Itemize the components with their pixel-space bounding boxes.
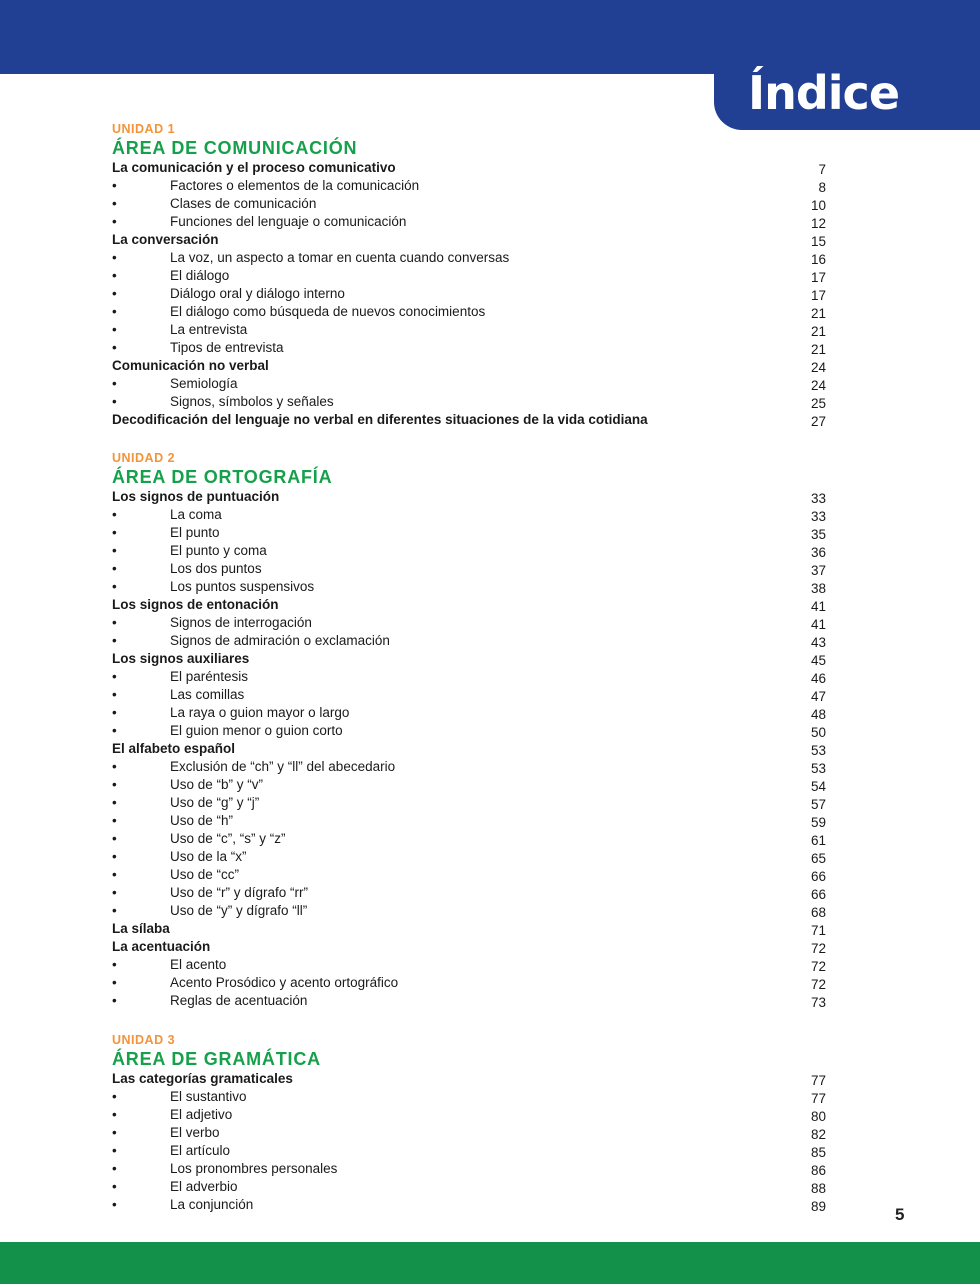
toc-entry-title: El adjetivo — [170, 1107, 233, 1122]
toc-entry-title: El artículo — [170, 1143, 231, 1158]
toc-entry-title: Decodificación del lenguaje no verbal en diferentes situaciones de la vida cotidiana — [112, 412, 648, 427]
toc-entry — [112, 506, 826, 524]
toc-entry-title: Semiología — [170, 376, 238, 391]
toc-entry — [112, 1070, 826, 1088]
toc-entry-page: 85 — [810, 1145, 826, 1160]
toc-entry-page: 66 — [810, 887, 826, 902]
toc-entry-page: 59 — [810, 815, 826, 830]
toc-entry-title: Los signos auxiliares — [112, 651, 250, 666]
toc-entry-page: 12 — [810, 216, 826, 231]
toc-entry-page: 21 — [810, 324, 826, 339]
bullet-icon: • — [112, 304, 117, 319]
toc-entry-title: El guion menor o guion corto — [170, 723, 343, 738]
toc-entry-title: El diálogo — [170, 268, 230, 283]
bullet-icon: • — [112, 669, 117, 684]
toc-entry-title: El paréntesis — [170, 669, 249, 684]
toc-entry-page: 50 — [810, 725, 826, 740]
toc-entry-title: Uso de “b” y “v” — [170, 777, 264, 792]
toc-entry — [112, 920, 826, 938]
toc-entry-page: 37 — [810, 563, 826, 578]
bullet-icon: • — [112, 543, 117, 558]
bullet-icon: • — [112, 957, 117, 972]
bullet-icon: • — [112, 777, 117, 792]
bullet-icon: • — [112, 394, 117, 409]
toc-entry-page: 82 — [810, 1127, 826, 1142]
toc-entry — [112, 884, 826, 902]
toc-entry — [112, 357, 826, 375]
toc-entry-page: 65 — [810, 851, 826, 866]
bullet-icon: • — [112, 1089, 117, 1104]
toc-entry-title: Los pronombres personales — [170, 1161, 338, 1176]
toc-entry — [112, 776, 826, 794]
toc-entry — [112, 1196, 826, 1214]
bullet-icon: • — [112, 1125, 117, 1140]
toc-entry-page: 71 — [810, 923, 826, 938]
toc-entry-title: Uso de “y” y dígrafo “ll” — [170, 903, 308, 918]
toc-entry-page: 46 — [810, 671, 826, 686]
toc-entry-page: 77 — [810, 1091, 826, 1106]
toc-entry-page: 61 — [810, 833, 826, 848]
bullet-icon: • — [112, 903, 117, 918]
toc-entry-page: 27 — [810, 414, 826, 429]
toc-entry-page: 41 — [810, 617, 826, 632]
toc-entry-title: La sílaba — [112, 921, 170, 936]
toc-entry — [112, 231, 826, 249]
toc-entry — [112, 974, 826, 992]
toc-entry — [112, 938, 826, 956]
toc-entry-page: 54 — [810, 779, 826, 794]
toc-entry-title: El acento — [170, 957, 227, 972]
toc-entry-page: 86 — [810, 1163, 826, 1178]
toc-entry-page: 72 — [810, 959, 826, 974]
bullet-icon: • — [112, 1161, 117, 1176]
toc-entry — [112, 632, 826, 650]
bullet-icon: • — [112, 376, 117, 391]
toc-entry-page: 24 — [810, 378, 826, 393]
unit-section — [112, 1033, 826, 1214]
toc-entry — [112, 848, 826, 866]
bullet-icon: • — [112, 975, 117, 990]
toc-entry-title: Uso de “c”, “s” y “z” — [170, 831, 286, 846]
bullet-icon: • — [112, 795, 117, 810]
toc-list — [112, 159, 826, 429]
toc-entry-title: Diálogo oral y diálogo interno — [170, 286, 345, 301]
footer-band — [0, 1242, 980, 1284]
toc-entry-title: El alfabeto español — [112, 741, 236, 756]
toc-entry-title: Funciones del lenguaje o comunicación — [170, 214, 407, 229]
toc-entry-title: La coma — [170, 507, 222, 522]
toc-entry-title: Clases de comunicación — [170, 196, 317, 211]
unit-label: UNIDAD 3 — [112, 1033, 176, 1047]
toc-entry-title: Uso de la “x” — [170, 849, 247, 864]
toc-entry-page: 53 — [810, 743, 826, 758]
toc-entry — [112, 614, 826, 632]
toc-entry — [112, 1124, 826, 1142]
toc-entry-title: Uso de “r” y dígrafo “rr” — [170, 885, 309, 900]
toc-entry-title: Las categorías gramaticales — [112, 1071, 293, 1086]
toc-entry-title: Los dos puntos — [170, 561, 262, 576]
toc-entry-page: 21 — [810, 342, 826, 357]
bullet-icon: • — [112, 759, 117, 774]
unit-section — [112, 122, 826, 429]
toc-entry-title: Reglas de acentuación — [170, 993, 308, 1008]
bullet-icon: • — [112, 705, 117, 720]
toc-entry-page: 80 — [810, 1109, 826, 1124]
toc-entry — [112, 213, 826, 231]
bullet-icon: • — [112, 849, 117, 864]
bullet-icon: • — [112, 633, 117, 648]
toc-entry-page: 17 — [810, 270, 826, 285]
toc-entry — [112, 992, 826, 1010]
toc-entry-title: Uso de “g” y “j” — [170, 795, 260, 810]
toc-entry-title: El adverbio — [170, 1179, 238, 1194]
toc-entry-page: 48 — [810, 707, 826, 722]
toc-entry-page: 73 — [810, 995, 826, 1010]
toc-entry — [112, 866, 826, 884]
toc-entry-page: 17 — [810, 288, 826, 303]
toc-entry-title: La raya o guion mayor o largo — [170, 705, 350, 720]
toc-entry — [112, 812, 826, 830]
bullet-icon: • — [112, 286, 117, 301]
bullet-icon: • — [112, 1107, 117, 1122]
toc-entry-title: Uso de “cc” — [170, 867, 240, 882]
toc-entry-page: 66 — [810, 869, 826, 884]
toc-entry-page: 72 — [810, 977, 826, 992]
toc-entry-page: 38 — [810, 581, 826, 596]
toc-entry-title: Comunicación no verbal — [112, 358, 269, 373]
bullet-icon: • — [112, 250, 117, 265]
toc-entry-page: 16 — [810, 252, 826, 267]
toc-entry — [112, 650, 826, 668]
toc-entry-page: 24 — [810, 360, 826, 375]
toc-entry — [112, 704, 826, 722]
toc-entry — [112, 596, 826, 614]
toc-entry-title: Exclusión de “ch” y “ll” del abecedario — [170, 759, 396, 774]
bullet-icon: • — [112, 885, 117, 900]
toc-entry — [112, 686, 826, 704]
bullet-icon: • — [112, 867, 117, 882]
toc-entry-page: 33 — [810, 509, 826, 524]
toc-entry-page: 88 — [810, 1181, 826, 1196]
toc-entry — [112, 411, 826, 429]
toc-entry — [112, 758, 826, 776]
unit-section — [112, 451, 826, 1010]
toc-entry — [112, 267, 826, 285]
toc-entry-title: Las comillas — [170, 687, 245, 702]
bullet-icon: • — [112, 1179, 117, 1194]
toc-entry-title: La conjunción — [170, 1197, 254, 1212]
toc-entry — [112, 1160, 826, 1178]
bullet-icon: • — [112, 196, 117, 211]
area-title: ÁREA DE GRAMÁTICA — [112, 1049, 321, 1069]
toc-entry-title: La conversación — [112, 232, 219, 247]
toc-entry-page: 33 — [810, 491, 826, 506]
toc-entry-title: Signos de admiración o exclamación — [170, 633, 390, 648]
toc-entry — [112, 321, 826, 339]
toc-entry — [112, 902, 826, 920]
toc-entry — [112, 542, 826, 560]
toc-entry-page: 68 — [810, 905, 826, 920]
toc-entry — [112, 524, 826, 542]
toc-entry — [112, 375, 826, 393]
toc-entry — [112, 488, 826, 506]
toc-entry-page: 7 — [818, 162, 826, 177]
toc-entry-page: 77 — [810, 1073, 826, 1088]
toc-entry — [112, 285, 826, 303]
bullet-icon: • — [112, 1143, 117, 1158]
toc-entry — [112, 1142, 826, 1160]
bullet-icon: • — [112, 579, 117, 594]
toc-entry-title: La voz, un aspecto a tomar en cuenta cuando conversas — [170, 250, 510, 265]
toc-entry — [112, 794, 826, 812]
page-title: Índice — [748, 66, 900, 120]
bullet-icon: • — [112, 525, 117, 540]
unit-label: UNIDAD 1 — [112, 122, 176, 136]
bullet-icon: • — [112, 507, 117, 522]
toc-entry — [112, 177, 826, 195]
toc-entry — [112, 339, 826, 357]
toc-entry — [112, 830, 826, 848]
toc-entry-title: El punto — [170, 525, 220, 540]
toc-list — [112, 488, 826, 1010]
page-number: 5 — [895, 1205, 905, 1224]
area-title: ÁREA DE COMUNICACIÓN — [112, 138, 358, 158]
toc-entry-title: Acento Prosódico y acento ortográfico — [170, 975, 399, 990]
toc-list — [112, 1070, 826, 1214]
unit-label: UNIDAD 2 — [112, 451, 176, 465]
toc-entry-title: La comunicación y el proceso comunicativo — [112, 160, 396, 175]
toc-entry-page: 21 — [810, 306, 826, 321]
toc-entry — [112, 1088, 826, 1106]
bullet-icon: • — [112, 561, 117, 576]
toc-entry — [112, 668, 826, 686]
toc-entry — [112, 740, 826, 758]
toc-entry-title: El punto y coma — [170, 543, 267, 558]
toc-entry-page: 8 — [818, 180, 826, 195]
toc-entry-title: Los puntos suspensivos — [170, 579, 315, 594]
toc-entry — [112, 722, 826, 740]
toc-entry-page: 25 — [810, 396, 826, 411]
toc-entry-page: 15 — [810, 234, 826, 249]
toc-entry-page: 72 — [810, 941, 826, 956]
toc-entry — [112, 393, 826, 411]
toc-entry-title: El sustantivo — [170, 1089, 247, 1104]
toc-entry — [112, 1106, 826, 1124]
bullet-icon: • — [112, 723, 117, 738]
toc-entry-title: Factores o elementos de la comunicación — [170, 178, 420, 193]
toc-entry — [112, 195, 826, 213]
toc-entry-title: La entrevista — [170, 322, 248, 337]
bullet-icon: • — [112, 831, 117, 846]
bullet-icon: • — [112, 993, 117, 1008]
toc-entry-title: Tipos de entrevista — [170, 340, 284, 355]
bullet-icon: • — [112, 687, 117, 702]
toc-entry-title: El diálogo como búsqueda de nuevos conocimientos — [170, 304, 486, 319]
toc-entry-title: Los signos de puntuación — [112, 489, 280, 504]
toc-entry-page: 45 — [810, 653, 826, 668]
toc-entry-page: 47 — [810, 689, 826, 704]
bullet-icon: • — [112, 178, 117, 193]
toc-entry-page: 89 — [810, 1199, 826, 1214]
toc-entry-page: 36 — [810, 545, 826, 560]
toc-entry-title: Signos, símbolos y señales — [170, 394, 334, 409]
bullet-icon: • — [112, 615, 117, 630]
bullet-icon: • — [112, 813, 117, 828]
bullet-icon: • — [112, 214, 117, 229]
toc-entry-title: Los signos de entonación — [112, 597, 279, 612]
bullet-icon: • — [112, 322, 117, 337]
bullet-icon: • — [112, 268, 117, 283]
toc-entry — [112, 956, 826, 974]
toc-entry — [112, 159, 826, 177]
toc-entry-page: 57 — [810, 797, 826, 812]
toc-entry-title: La acentuación — [112, 939, 211, 954]
toc-entry — [112, 303, 826, 321]
toc-entry-page: 53 — [810, 761, 826, 776]
area-title: ÁREA DE ORTOGRAFÍA — [112, 467, 333, 487]
toc-entry-title: Signos de interrogación — [170, 615, 312, 630]
toc-entry — [112, 249, 826, 267]
toc-entry-page: 10 — [810, 198, 826, 213]
toc-entry-title: Uso de “h” — [170, 813, 234, 828]
toc-entry — [112, 578, 826, 596]
bullet-icon: • — [112, 1197, 117, 1212]
toc-entry-page: 35 — [810, 527, 826, 542]
toc-entry-page: 43 — [810, 635, 826, 650]
toc-entry — [112, 560, 826, 578]
toc-entry-page: 41 — [810, 599, 826, 614]
toc-entry-title: El verbo — [170, 1125, 220, 1140]
toc-entry — [112, 1178, 826, 1196]
bullet-icon: • — [112, 340, 117, 355]
